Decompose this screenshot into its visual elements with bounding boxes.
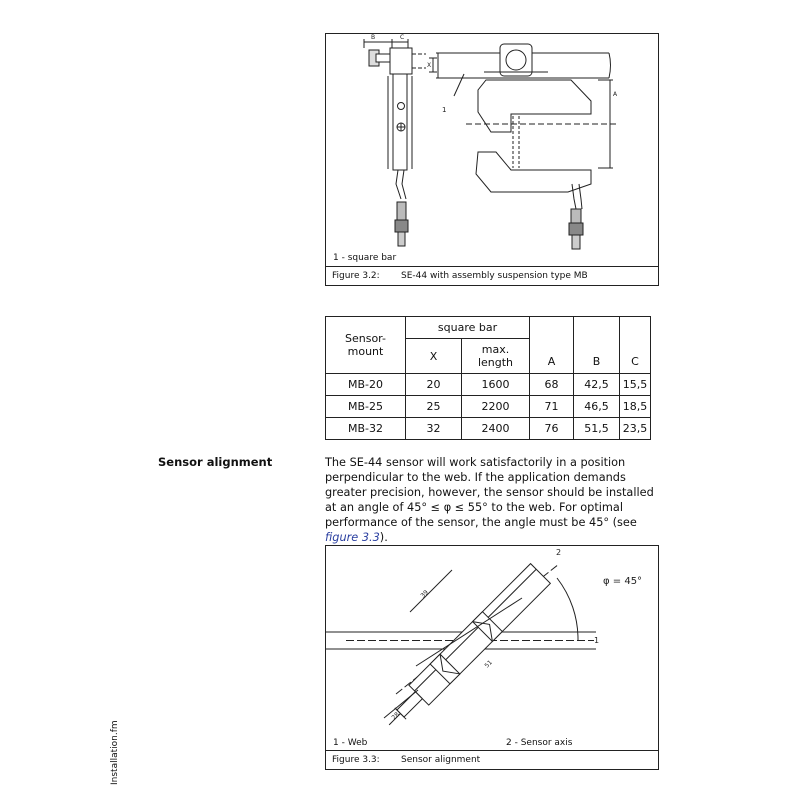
table-row [326,396,651,418]
header-b: B [574,317,620,374]
table-header-row [326,317,651,339]
cell-b: 46,5 [574,396,620,418]
cell-mount: MB-25 [326,396,406,418]
section-heading: Sensor alignment [158,455,273,469]
label-b: B [371,34,376,41]
cell-mount: MB-32 [326,418,406,440]
figure-3-3-caption-row [326,750,658,769]
header-square-bar: square bar [406,317,530,339]
table-row [326,374,651,396]
figure-3-2-legend: 1 - square bar [333,253,397,263]
footer-filename: Installation.fm [110,720,120,785]
header-max-length: max. length [462,339,530,374]
figure-link[interactable]: figure 3.3 [325,531,380,544]
cell-x: 25 [406,396,462,418]
dim-39: 39 [419,589,430,600]
cell-c: 23,5 [620,418,651,440]
cell-mount: MB-20 [326,374,406,396]
cell-max: 1600 [462,374,530,396]
figure-3-3-caption: Sensor alignment [401,755,481,765]
body-text-end: ). [379,531,388,544]
cell-b: 42,5 [574,374,620,396]
cell-c: 15,5 [620,374,651,396]
figure-3-2 [325,33,659,286]
phi-label: φ = 45° [603,576,643,587]
figure-3-2-caption-row [326,266,658,285]
header-sensor-mount: Sensor- mount [326,317,406,374]
label-a: A [613,91,618,98]
cell-c: 18,5 [620,396,651,418]
cell-x: 20 [406,374,462,396]
header-a: A [530,317,574,374]
cell-a: 68 [530,374,574,396]
table-row [326,418,651,440]
section-body [325,455,665,545]
cell-a: 76 [530,418,574,440]
header-c: C [620,317,651,374]
header-x: X [406,339,462,374]
figure-3-3-number: Figure 3.3: [332,755,380,765]
dim-51: 51 [483,659,494,670]
cell-a: 71 [530,396,574,418]
cell-x: 32 [406,418,462,440]
figure-3-3 [325,545,659,770]
cell-max: 2400 [462,418,530,440]
label-x: X [427,62,432,69]
dim-28: 28 [390,711,401,722]
legend-web: 1 - Web [333,738,368,748]
body-text-main: The SE-44 sensor will work satisfactorily in a position perpendicular to the web. If the application demands greater precision, however, the sensor should be installed at an angle of 45° ≤ φ ≤ 55° to the web. For optimal performance of the sensor, the angle must be 45° (see [325,456,654,529]
legend-sensor-axis: 2 - Sensor axis [506,738,573,748]
label-c: C [400,34,405,41]
figure-3-3-drawing [326,546,660,746]
figure-3-2-caption: SE-44 with assembly suspension type MB [401,271,588,281]
cell-max: 2200 [462,396,530,418]
figure-3-2-drawing [326,34,660,269]
cell-b: 51,5 [574,418,620,440]
axis-label-2: 2 [556,548,562,557]
dimensions-table [325,316,651,440]
label-1: 1 [442,106,447,114]
figure-3-2-number: Figure 3.2: [332,271,380,281]
web-label-1: 1 [594,636,600,645]
